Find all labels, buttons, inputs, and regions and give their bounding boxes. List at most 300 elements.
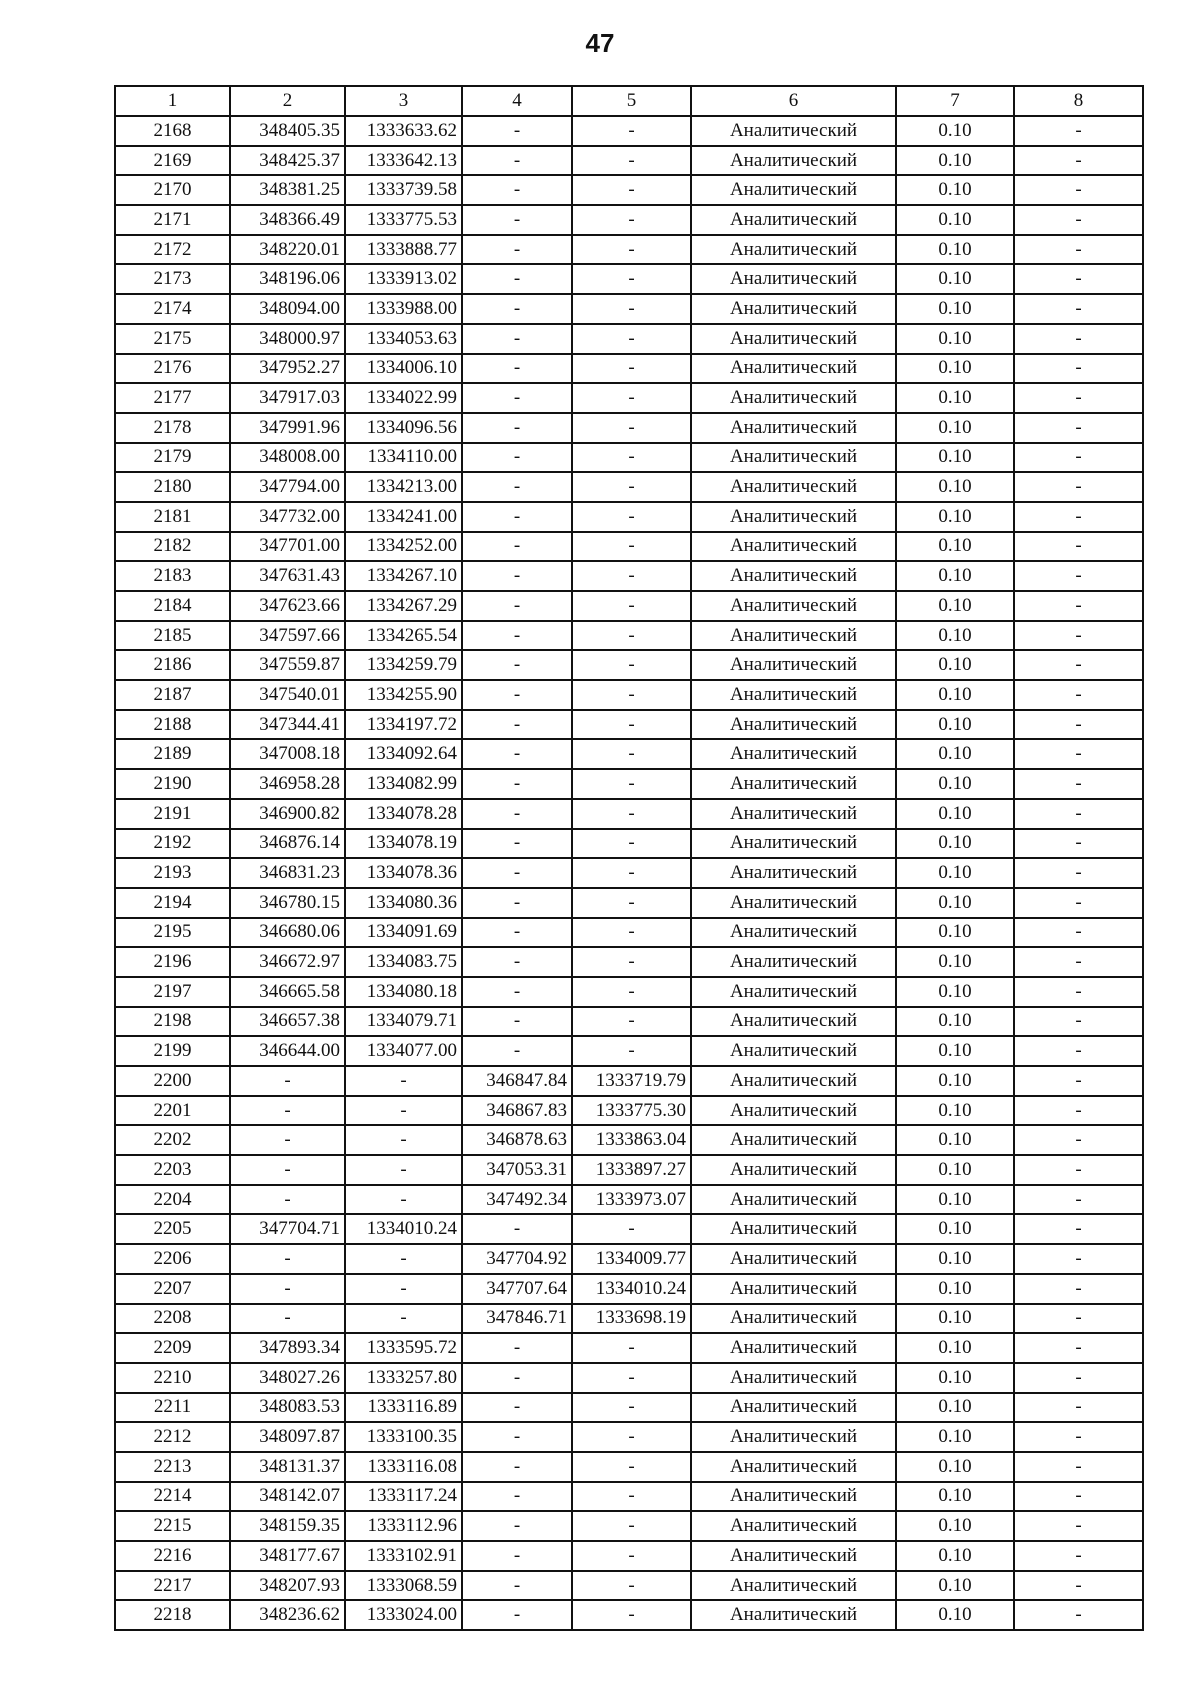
- table-cell-col-7: 0.10: [896, 977, 1014, 1007]
- table-cell-col-3: 1334080.36: [345, 888, 462, 918]
- table-row: [115, 443, 1143, 473]
- table-cell-col-1: 2171: [115, 205, 230, 235]
- table-cell-col-1: 2190: [115, 769, 230, 799]
- table-cell-col-7: 0.10: [896, 769, 1014, 799]
- table-cell-col-2: 346665.58: [230, 977, 345, 1007]
- table-cell-col-2: 348366.49: [230, 205, 345, 235]
- table-cell-col-5: -: [572, 621, 691, 651]
- table-cell-col-4: -: [462, 858, 572, 888]
- table-cell-col-1: 2183: [115, 561, 230, 591]
- table-cell-col-6: Аналитический: [691, 1066, 896, 1096]
- table-row: [115, 116, 1143, 146]
- table-row: [115, 413, 1143, 443]
- table-cell-col-2: 346672.97: [230, 947, 345, 977]
- table-cell-col-1: 2210: [115, 1363, 230, 1393]
- table-cell-col-8: -: [1014, 1422, 1143, 1452]
- table-cell-col-4: -: [462, 235, 572, 265]
- table-cell-col-4: 347053.31: [462, 1155, 572, 1185]
- table-cell-col-3: 1333257.80: [345, 1363, 462, 1393]
- table-cell-col-4: -: [462, 175, 572, 205]
- table-row: [115, 1422, 1143, 1452]
- table-cell-col-4: -: [462, 1363, 572, 1393]
- table-cell-col-2: 348008.00: [230, 443, 345, 473]
- table-cell-col-1: 2169: [115, 146, 230, 176]
- table-cell-col-4: -: [462, 591, 572, 621]
- table-cell-col-5: 1333897.27: [572, 1155, 691, 1185]
- table-row: [115, 829, 1143, 859]
- table-cell-col-3: -: [345, 1274, 462, 1304]
- table-cell-col-2: -: [230, 1274, 345, 1304]
- table-cell-col-8: -: [1014, 443, 1143, 473]
- table-row: [115, 1511, 1143, 1541]
- table-cell-col-8: -: [1014, 175, 1143, 205]
- table-cell-col-6: Аналитический: [691, 1155, 896, 1185]
- table-cell-col-6: Аналитический: [691, 769, 896, 799]
- table-cell-col-1: 2168: [115, 116, 230, 146]
- table-row: [115, 1066, 1143, 1096]
- table-cell-col-6: Аналитический: [691, 1333, 896, 1363]
- table-cell-col-7: 0.10: [896, 1452, 1014, 1482]
- table-cell-col-3: 1333888.77: [345, 235, 462, 265]
- table-cell-col-5: -: [572, 354, 691, 384]
- table-cell-col-4: -: [462, 829, 572, 859]
- table-row: [115, 918, 1143, 948]
- table-cell-col-4: -: [462, 1036, 572, 1066]
- table-row: [115, 502, 1143, 532]
- table-cell-col-2: 347559.87: [230, 650, 345, 680]
- table-cell-col-8: -: [1014, 1393, 1143, 1423]
- table-cell-col-4: 346847.84: [462, 1066, 572, 1096]
- table-cell-col-3: 1334213.00: [345, 472, 462, 502]
- table-cell-col-8: -: [1014, 977, 1143, 1007]
- table-cell-col-7: 0.10: [896, 829, 1014, 859]
- table-cell-col-5: -: [572, 1007, 691, 1037]
- table-cell-col-6: Аналитический: [691, 1096, 896, 1126]
- table-cell-col-8: -: [1014, 116, 1143, 146]
- table-cell-col-3: -: [345, 1185, 462, 1215]
- table-cell-col-6: Аналитический: [691, 561, 896, 591]
- table-cell-col-4: 347707.64: [462, 1274, 572, 1304]
- table-cell-col-1: 2180: [115, 472, 230, 502]
- table-cell-col-1: 2213: [115, 1452, 230, 1482]
- table-cell-col-8: -: [1014, 1541, 1143, 1571]
- table-cell-col-3: 1333595.72: [345, 1333, 462, 1363]
- table-cell-col-4: -: [462, 264, 572, 294]
- table-row: [115, 799, 1143, 829]
- table-cell-col-3: 1334096.56: [345, 413, 462, 443]
- table-cell-col-6: Аналитический: [691, 710, 896, 740]
- table-cell-col-1: 2172: [115, 235, 230, 265]
- table-cell-col-2: 348097.87: [230, 1422, 345, 1452]
- table-cell-col-5: 1333973.07: [572, 1185, 691, 1215]
- table-cell-col-5: -: [572, 710, 691, 740]
- table-cell-col-8: -: [1014, 1096, 1143, 1126]
- table-cell-col-2: 347917.03: [230, 383, 345, 413]
- table-cell-col-2: 347701.00: [230, 532, 345, 562]
- table-cell-col-3: 1334241.00: [345, 502, 462, 532]
- table-row: [115, 1541, 1143, 1571]
- table-cell-col-5: -: [572, 1600, 691, 1630]
- table-cell-col-5: -: [572, 561, 691, 591]
- table-cell-col-7: 0.10: [896, 1333, 1014, 1363]
- table-cell-col-3: 1333068.59: [345, 1571, 462, 1601]
- table-row: [115, 1393, 1143, 1423]
- table-cell-col-7: 0.10: [896, 354, 1014, 384]
- table-cell-col-4: -: [462, 888, 572, 918]
- table-cell-col-5: -: [572, 680, 691, 710]
- table-cell-col-5: -: [572, 1036, 691, 1066]
- table-header: [115, 86, 1143, 116]
- table-cell-col-2: -: [230, 1155, 345, 1185]
- table-row: [115, 650, 1143, 680]
- table-row: [115, 1482, 1143, 1512]
- table-cell-col-7: 0.10: [896, 294, 1014, 324]
- table-cell-col-8: -: [1014, 680, 1143, 710]
- table-cell-col-8: -: [1014, 235, 1143, 265]
- table-cell-col-3: 1334078.28: [345, 799, 462, 829]
- table-cell-col-5: -: [572, 413, 691, 443]
- table-cell-col-1: 2170: [115, 175, 230, 205]
- table-cell-col-7: 0.10: [896, 1066, 1014, 1096]
- table-cell-col-8: -: [1014, 888, 1143, 918]
- table-cell-col-3: 1334083.75: [345, 947, 462, 977]
- table-cell-col-8: -: [1014, 1007, 1143, 1037]
- table-cell-col-5: -: [572, 1422, 691, 1452]
- table-cell-col-4: -: [462, 472, 572, 502]
- table-cell-col-8: -: [1014, 1185, 1143, 1215]
- table-cell-col-4: -: [462, 1007, 572, 1037]
- table-row: [115, 858, 1143, 888]
- table-cell-col-5: -: [572, 1511, 691, 1541]
- table-cell-col-7: 0.10: [896, 1363, 1014, 1393]
- table-cell-col-1: 2206: [115, 1244, 230, 1274]
- table-cell-col-2: -: [230, 1066, 345, 1096]
- table-cell-col-7: 0.10: [896, 175, 1014, 205]
- table-cell-col-4: -: [462, 116, 572, 146]
- table-cell-col-3: 1333775.53: [345, 205, 462, 235]
- table-cell-col-3: -: [345, 1066, 462, 1096]
- table-cell-col-1: 2176: [115, 354, 230, 384]
- table-row: [115, 621, 1143, 651]
- table-cell-col-6: Аналитический: [691, 1541, 896, 1571]
- table-cell-col-4: 346878.63: [462, 1125, 572, 1155]
- table-cell-col-7: 0.10: [896, 1511, 1014, 1541]
- table-cell-col-2: -: [230, 1125, 345, 1155]
- column-header-7: 7: [896, 86, 1014, 116]
- table-cell-col-1: 2195: [115, 918, 230, 948]
- table-cell-col-8: -: [1014, 1066, 1143, 1096]
- table-cell-col-5: -: [572, 146, 691, 176]
- table-cell-col-7: 0.10: [896, 858, 1014, 888]
- table-cell-col-5: 1333775.30: [572, 1096, 691, 1126]
- table-row: [115, 324, 1143, 354]
- table-cell-col-3: 1334079.71: [345, 1007, 462, 1037]
- table-cell-col-1: 2201: [115, 1096, 230, 1126]
- table-cell-col-7: 0.10: [896, 1036, 1014, 1066]
- table-cell-col-5: -: [572, 799, 691, 829]
- table-row: [115, 888, 1143, 918]
- table-cell-col-1: 2187: [115, 680, 230, 710]
- table-cell-col-3: 1334006.10: [345, 354, 462, 384]
- table-cell-col-3: 1333116.08: [345, 1452, 462, 1482]
- table-cell-col-6: Аналитический: [691, 621, 896, 651]
- table-cell-col-2: 348220.01: [230, 235, 345, 265]
- table-cell-col-8: -: [1014, 1036, 1143, 1066]
- table-cell-col-3: 1334267.10: [345, 561, 462, 591]
- table-cell-col-8: -: [1014, 591, 1143, 621]
- table-cell-col-4: 347492.34: [462, 1185, 572, 1215]
- table-cell-col-1: 2198: [115, 1007, 230, 1037]
- table-cell-col-6: Аналитический: [691, 1393, 896, 1423]
- table-cell-col-1: 2181: [115, 502, 230, 532]
- table-row: [115, 710, 1143, 740]
- table-cell-col-2: 346958.28: [230, 769, 345, 799]
- table-cell-col-7: 0.10: [896, 1274, 1014, 1304]
- table-cell-col-2: 347952.27: [230, 354, 345, 384]
- table-cell-col-7: 0.10: [896, 1244, 1014, 1274]
- table-cell-col-7: 0.10: [896, 324, 1014, 354]
- table-cell-col-5: -: [572, 1363, 691, 1393]
- table-cell-col-8: -: [1014, 383, 1143, 413]
- table-cell-col-5: -: [572, 977, 691, 1007]
- table-cell-col-8: -: [1014, 146, 1143, 176]
- table-cell-col-3: 1334077.00: [345, 1036, 462, 1066]
- table-cell-col-1: 2204: [115, 1185, 230, 1215]
- table-cell-col-1: 2179: [115, 443, 230, 473]
- table-cell-col-3: 1334078.19: [345, 829, 462, 859]
- table-cell-col-2: 347794.00: [230, 472, 345, 502]
- table-row: [115, 175, 1143, 205]
- table-cell-col-7: 0.10: [896, 739, 1014, 769]
- table-cell-col-6: Аналитический: [691, 1363, 896, 1393]
- table-cell-col-5: 1334010.24: [572, 1274, 691, 1304]
- table-cell-col-5: -: [572, 1482, 691, 1512]
- table-cell-col-5: -: [572, 769, 691, 799]
- table-cell-col-6: Аналитический: [691, 799, 896, 829]
- table-cell-col-4: -: [462, 918, 572, 948]
- table-cell-col-2: 347704.71: [230, 1214, 345, 1244]
- table-cell-col-4: -: [462, 799, 572, 829]
- table-row: [115, 264, 1143, 294]
- table-cell-col-3: -: [345, 1155, 462, 1185]
- table-cell-col-5: -: [572, 443, 691, 473]
- table-cell-col-4: -: [462, 621, 572, 651]
- table-cell-col-4: -: [462, 1422, 572, 1452]
- table-cell-col-7: 0.10: [896, 1007, 1014, 1037]
- table-cell-col-6: Аналитический: [691, 1600, 896, 1630]
- table-cell-col-8: -: [1014, 650, 1143, 680]
- column-header-3: 3: [345, 86, 462, 116]
- table-cell-col-1: 2192: [115, 829, 230, 859]
- table-cell-col-7: 0.10: [896, 888, 1014, 918]
- table-row: [115, 561, 1143, 591]
- table-cell-col-8: -: [1014, 739, 1143, 769]
- table-cell-col-2: 346780.15: [230, 888, 345, 918]
- table-cell-col-6: Аналитический: [691, 472, 896, 502]
- table-cell-col-1: 2173: [115, 264, 230, 294]
- table-row: [115, 1007, 1143, 1037]
- table-cell-col-5: -: [572, 650, 691, 680]
- table-cell-col-6: Аналитический: [691, 858, 896, 888]
- table-cell-col-4: -: [462, 561, 572, 591]
- table-cell-col-8: -: [1014, 1482, 1143, 1512]
- table-cell-col-6: Аналитический: [691, 829, 896, 859]
- table-cell-col-6: Аналитический: [691, 1304, 896, 1334]
- table-cell-col-3: -: [345, 1096, 462, 1126]
- table-cell-col-3: 1333739.58: [345, 175, 462, 205]
- table-row: [115, 1363, 1143, 1393]
- table-cell-col-7: 0.10: [896, 1541, 1014, 1571]
- table-cell-col-2: 348425.37: [230, 146, 345, 176]
- table-row: [115, 1185, 1143, 1215]
- table-cell-col-4: 347846.71: [462, 1304, 572, 1334]
- table-cell-col-1: 2215: [115, 1511, 230, 1541]
- table-cell-col-1: 2214: [115, 1482, 230, 1512]
- page-number: 47: [585, 28, 615, 58]
- table-cell-col-4: -: [462, 1452, 572, 1482]
- table-row: [115, 591, 1143, 621]
- table-cell-col-2: 347344.41: [230, 710, 345, 740]
- table-cell-col-1: 2175: [115, 324, 230, 354]
- table-cell-col-5: -: [572, 1214, 691, 1244]
- table-cell-col-3: 1334255.90: [345, 680, 462, 710]
- table-cell-col-8: -: [1014, 1363, 1143, 1393]
- table-cell-col-4: -: [462, 1600, 572, 1630]
- table-cell-col-4: -: [462, 205, 572, 235]
- table-cell-col-7: 0.10: [896, 413, 1014, 443]
- table-cell-col-2: 346876.14: [230, 829, 345, 859]
- table-cell-col-2: 348027.26: [230, 1363, 345, 1393]
- table-row: [115, 769, 1143, 799]
- table-row: [115, 680, 1143, 710]
- table-row: [115, 205, 1143, 235]
- table-cell-col-2: 347597.66: [230, 621, 345, 651]
- table-cell-col-7: 0.10: [896, 1214, 1014, 1244]
- table-cell-col-2: 347991.96: [230, 413, 345, 443]
- table-cell-col-7: 0.10: [896, 1571, 1014, 1601]
- table-row: [115, 354, 1143, 384]
- table-cell-col-2: 348142.07: [230, 1482, 345, 1512]
- table-cell-col-6: Аналитический: [691, 175, 896, 205]
- table-row: [115, 383, 1143, 413]
- table-cell-col-3: 1334082.99: [345, 769, 462, 799]
- table-cell-col-3: 1334092.64: [345, 739, 462, 769]
- column-header-2: 2: [230, 86, 345, 116]
- table-cell-col-3: 1333988.00: [345, 294, 462, 324]
- table-cell-col-5: -: [572, 739, 691, 769]
- column-header-4: 4: [462, 86, 572, 116]
- table-cell-col-4: -: [462, 1333, 572, 1363]
- table-cell-col-1: 2208: [115, 1304, 230, 1334]
- table-cell-col-1: 2189: [115, 739, 230, 769]
- table-cell-col-7: 0.10: [896, 1422, 1014, 1452]
- table-cell-col-7: 0.10: [896, 502, 1014, 532]
- table-cell-col-3: 1333633.62: [345, 116, 462, 146]
- table-cell-col-5: -: [572, 1541, 691, 1571]
- table-cell-col-5: -: [572, 918, 691, 948]
- table-cell-col-5: -: [572, 502, 691, 532]
- table-row: [115, 1244, 1143, 1274]
- table-cell-col-6: Аналитический: [691, 502, 896, 532]
- table-cell-col-6: Аналитический: [691, 1125, 896, 1155]
- table-cell-col-7: 0.10: [896, 1304, 1014, 1334]
- table-cell-col-6: Аналитический: [691, 1452, 896, 1482]
- table-cell-col-6: Аналитический: [691, 264, 896, 294]
- table-cell-col-3: 1334197.72: [345, 710, 462, 740]
- table-cell-col-5: -: [572, 116, 691, 146]
- table-cell-col-1: 2209: [115, 1333, 230, 1363]
- table-cell-col-7: 0.10: [896, 1096, 1014, 1126]
- table-cell-col-7: 0.10: [896, 591, 1014, 621]
- table-row: [115, 1096, 1143, 1126]
- table-cell-col-4: -: [462, 650, 572, 680]
- table-cell-col-3: 1334078.36: [345, 858, 462, 888]
- table-cell-col-6: Аналитический: [691, 1511, 896, 1541]
- table-row: [115, 1571, 1143, 1601]
- table-cell-col-5: -: [572, 383, 691, 413]
- table-cell-col-8: -: [1014, 769, 1143, 799]
- table-cell-col-3: 1333116.89: [345, 1393, 462, 1423]
- table-cell-col-7: 0.10: [896, 1155, 1014, 1185]
- table-cell-col-1: 2193: [115, 858, 230, 888]
- table-cell-col-6: Аналитический: [691, 591, 896, 621]
- table-cell-col-7: 0.10: [896, 680, 1014, 710]
- table-cell-col-4: -: [462, 294, 572, 324]
- table-cell-col-8: -: [1014, 264, 1143, 294]
- column-header-8: 8: [1014, 86, 1143, 116]
- table-cell-col-6: Аналитический: [691, 294, 896, 324]
- table-cell-col-5: 1334009.77: [572, 1244, 691, 1274]
- table-cell-col-2: -: [230, 1244, 345, 1274]
- table-cell-col-6: Аналитический: [691, 739, 896, 769]
- table-cell-col-5: -: [572, 888, 691, 918]
- table-cell-col-2: 347893.34: [230, 1333, 345, 1363]
- table-cell-col-6: Аналитический: [691, 205, 896, 235]
- table-cell-col-1: 2199: [115, 1036, 230, 1066]
- table-row: [115, 977, 1143, 1007]
- table-cell-col-7: 0.10: [896, 146, 1014, 176]
- table-cell-col-8: -: [1014, 829, 1143, 859]
- table-row: [115, 947, 1143, 977]
- table-cell-col-5: 1333719.79: [572, 1066, 691, 1096]
- table-cell-col-7: 0.10: [896, 799, 1014, 829]
- table-cell-col-6: Аналитический: [691, 443, 896, 473]
- table-cell-col-2: 347732.00: [230, 502, 345, 532]
- table-cell-col-2: 346644.00: [230, 1036, 345, 1066]
- table-cell-col-7: 0.10: [896, 1482, 1014, 1512]
- table-cell-col-3: 1334259.79: [345, 650, 462, 680]
- table-cell-col-6: Аналитический: [691, 888, 896, 918]
- table-cell-col-8: -: [1014, 502, 1143, 532]
- table-cell-col-4: -: [462, 739, 572, 769]
- table-cell-col-3: 1334022.99: [345, 383, 462, 413]
- table-row: [115, 1333, 1143, 1363]
- table-row: [115, 1274, 1143, 1304]
- table-cell-col-6: Аналитический: [691, 532, 896, 562]
- table-cell-col-7: 0.10: [896, 561, 1014, 591]
- table-cell-col-6: Аналитический: [691, 1036, 896, 1066]
- table-cell-col-8: -: [1014, 1511, 1143, 1541]
- table-cell-col-4: -: [462, 443, 572, 473]
- table-row: [115, 235, 1143, 265]
- table-cell-col-4: -: [462, 502, 572, 532]
- table-cell-col-4: 347704.92: [462, 1244, 572, 1274]
- table-cell-col-1: 2200: [115, 1066, 230, 1096]
- table-row: [115, 1214, 1143, 1244]
- table-cell-col-5: -: [572, 1333, 691, 1363]
- table-cell-col-2: 348000.97: [230, 324, 345, 354]
- table-cell-col-1: 2211: [115, 1393, 230, 1423]
